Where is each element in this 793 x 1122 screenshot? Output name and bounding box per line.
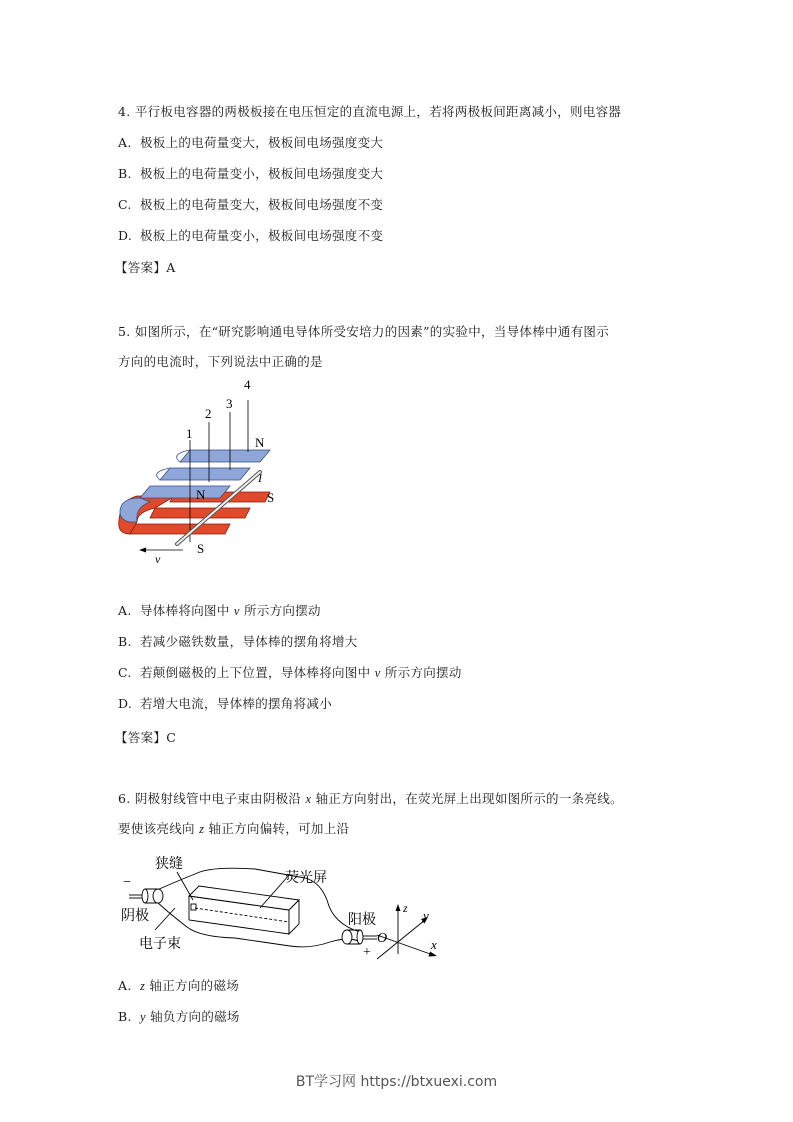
option-text: 极板上的电荷量变大，极板间电场强度变大 (140, 135, 384, 150)
question-text: 轴正方向射出，在荧光屏上出现如图所示的一条亮线。 (311, 791, 623, 806)
option-text: 极板上的电荷量变小，极板间电场强度不变 (140, 228, 384, 243)
label-slit: 狭缝 (155, 857, 183, 872)
option-text: 若减少磁铁数量，导体棒的摆角将增大 (140, 634, 358, 649)
axis-variable: z (199, 822, 205, 836)
question-6-stem-line2 (118, 821, 349, 837)
axis-origin-label: O (377, 931, 388, 946)
q5-option-d[interactable] (118, 696, 332, 712)
q4-option-c[interactable] (118, 197, 383, 213)
answer-value: A (166, 260, 176, 275)
magnet-diagram (115, 372, 285, 567)
option-text: 所示方向摆动 (239, 603, 321, 618)
option-text: 导体棒将向图中 (140, 603, 234, 618)
q6-option-a[interactable] (118, 978, 239, 994)
option-letter: A. (118, 978, 132, 993)
question-text: 轴正方向偏转，可加上沿 (204, 821, 350, 836)
option-text: 若颠倒磁极的上下位置，导体棒将向图中 (140, 665, 375, 680)
cathode-ray-tube-diagram (115, 852, 450, 964)
option-variable: v (233, 604, 240, 618)
label-cathode: 阴极 (121, 909, 149, 924)
pole-label-n-top: N (255, 435, 265, 450)
question-text: 如图所示，在“研究影响通电导体所受安培力的因素”的实验中，当导体棒中通有图示 (134, 324, 609, 339)
axis-x-label: x (431, 937, 437, 952)
question-number: 6. (118, 791, 131, 806)
option-letter: D. (118, 696, 133, 711)
answer-label: 【答案】 (115, 260, 167, 275)
option-text: 轴负方向的磁场 (145, 1009, 240, 1024)
q5-answer (115, 730, 176, 746)
pole-label-n-middle: N (196, 487, 206, 502)
axis-z-label: z (403, 901, 408, 915)
q5-option-c[interactable] (118, 665, 462, 681)
label-anode: 阳极 (348, 913, 376, 928)
option-variable: y (140, 1010, 146, 1024)
option-letter: B. (118, 634, 132, 649)
option-text: 所示方向摆动 (380, 665, 462, 680)
option-variable: z (140, 979, 146, 993)
option-text: 轴正方向的磁场 (145, 978, 240, 993)
question-5-stem-line1 (118, 324, 609, 340)
question-6-stem-line1 (118, 791, 623, 807)
question-text: 要使该亮线向 (118, 821, 200, 836)
option-letter: A. (118, 603, 132, 618)
label-electron-beam: 电子束 (139, 937, 181, 952)
label-minus: − (123, 875, 131, 890)
answer-value: C (166, 730, 177, 745)
option-letter: A. (118, 135, 132, 150)
q4-option-d[interactable] (118, 228, 383, 244)
q6-option-b[interactable] (118, 1009, 240, 1025)
label-screen: 荧光屏 (285, 871, 327, 886)
q4-answer (115, 260, 176, 276)
footer-watermark: BT学习网 https://btxuexi.com (295, 1074, 498, 1090)
question-text: 阴极射线管中电子束由阴极沿 (134, 791, 306, 806)
q4-option-b[interactable] (118, 166, 383, 182)
axis-y-label: y (423, 908, 429, 923)
wire-label-4: 4 (244, 377, 251, 392)
wire-label-3: 3 (226, 396, 233, 411)
pole-label-s-bottom: S (197, 541, 205, 556)
q5-option-b[interactable] (118, 634, 358, 650)
option-variable: v (374, 666, 381, 680)
option-text: 若增大电流，导体棒的摆角将减小 (140, 696, 333, 711)
label-plus: + (363, 945, 371, 960)
question-text: 方向的电流时，下列说法中正确的是 (118, 354, 323, 369)
option-text: 极板上的电荷量变小，极板间电场强度变大 (140, 166, 384, 181)
option-letter: C. (118, 197, 132, 212)
option-text: 极板上的电荷量变大，极板间电场强度不变 (140, 197, 384, 212)
pole-label-s-right: S (267, 490, 275, 505)
question-5-stem-line2 (118, 354, 323, 370)
question-4-stem (118, 104, 621, 120)
q4-option-a[interactable] (118, 135, 383, 151)
option-letter: B. (118, 166, 132, 181)
wire-label-2: 2 (205, 406, 212, 421)
answer-label: 【答案】 (115, 730, 167, 745)
option-letter: C. (118, 665, 132, 680)
question-text: 平行板电容器的两极板接在电压恒定的直流电源上，若将两极板间距离减小，则电容器 (134, 104, 622, 119)
question-number: 4. (118, 104, 131, 119)
velocity-label: v (155, 552, 161, 566)
question-number: 5. (118, 324, 131, 339)
axis-variable: x (305, 792, 312, 806)
tube-outline (129, 868, 377, 947)
q5-option-a[interactable] (118, 603, 321, 619)
option-letter: D. (118, 228, 133, 243)
current-label: I (258, 471, 262, 485)
wire-label-1: 1 (186, 426, 193, 441)
option-letter: B. (118, 1009, 132, 1024)
